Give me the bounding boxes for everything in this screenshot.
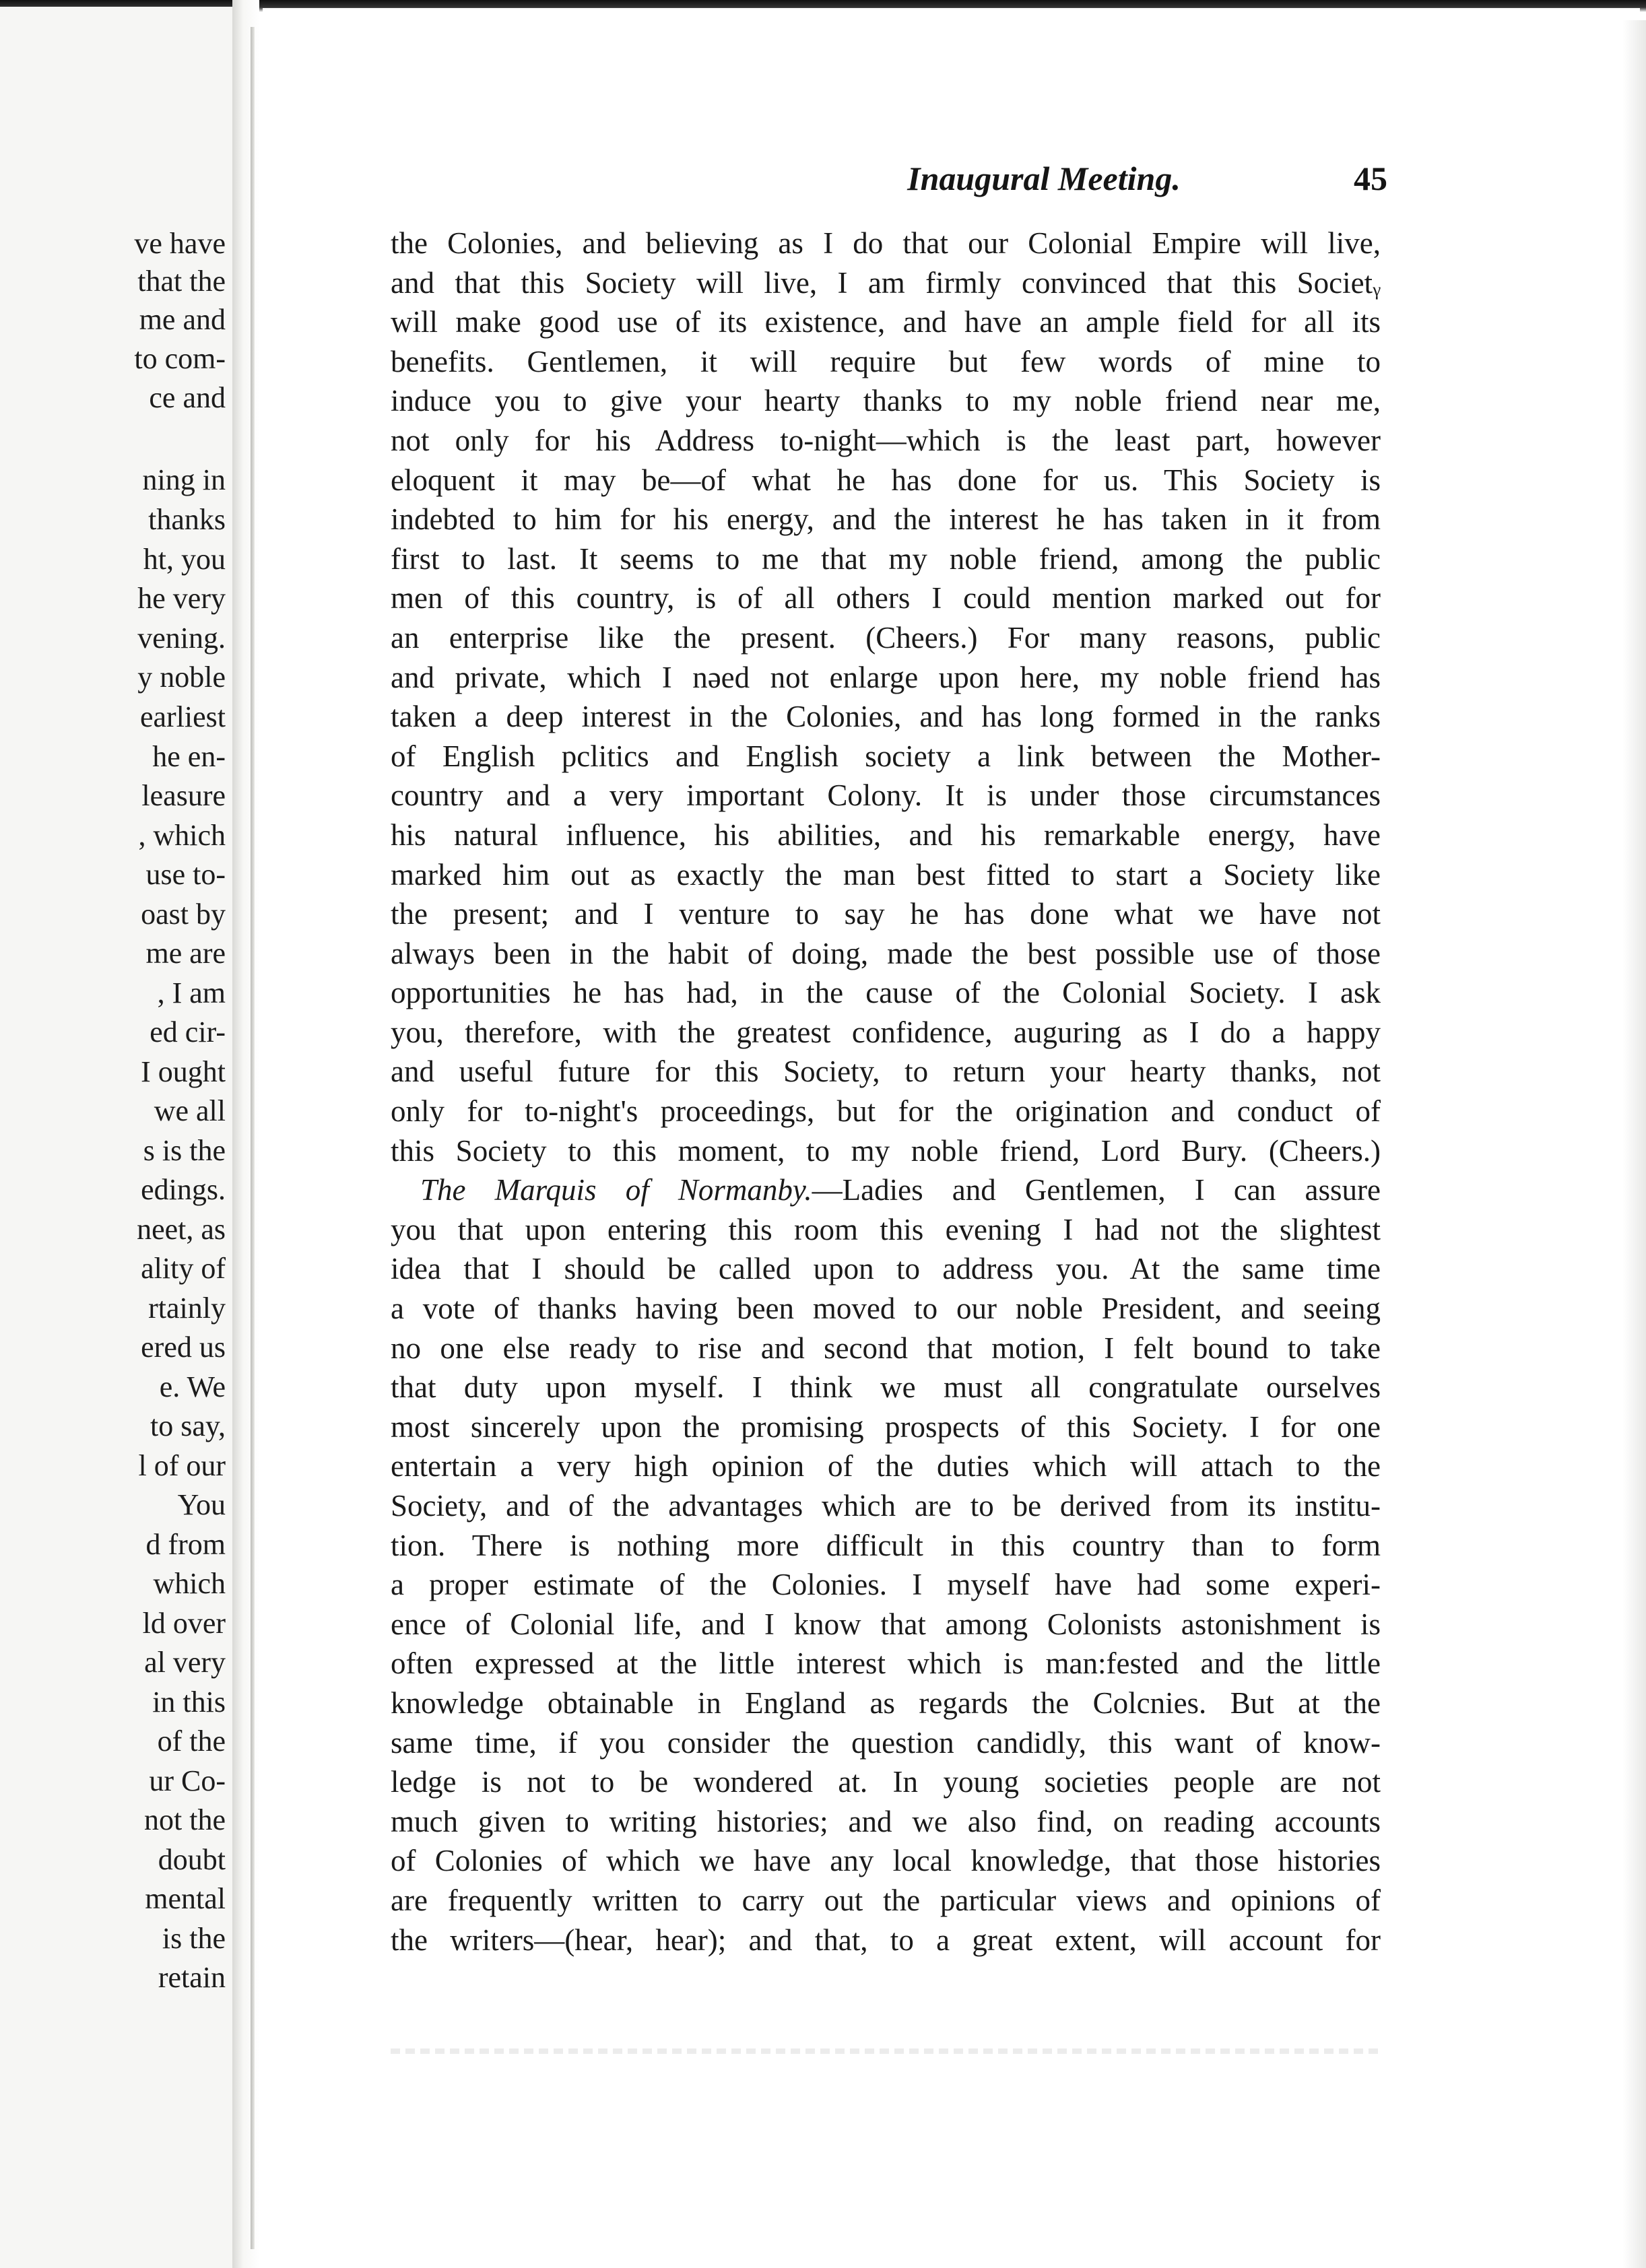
text-line: ence of Colonial life, and I know that among Colonists astonishment is bbox=[391, 1607, 1381, 1641]
text-line: an enterprise like the present. (Cheers.) For many reasons, public bbox=[391, 620, 1381, 655]
text-line: knowledge obtainable in England as regards the Colcnies. But at the bbox=[391, 1686, 1381, 1720]
left-page-line: he very bbox=[137, 582, 226, 615]
text-line: taken a deep interest in the Colonies, and has long formed in the ranks bbox=[391, 700, 1381, 734]
text-line: a vote of thanks having been moved to our noble President, and seeing bbox=[391, 1292, 1381, 1326]
left-page-line: neet, as bbox=[137, 1213, 226, 1246]
left-page-line: ve have bbox=[134, 227, 226, 260]
text-line: country and a very important Colony. It is under those circumstances bbox=[391, 778, 1381, 813]
right-page bbox=[263, 8, 1640, 2268]
text-line: this Society to this moment, to my noble friend, Lord Bury. (Cheers.) bbox=[391, 1133, 1381, 1168]
text-line: the Colonies, and believing as I do that our Colonial Empire will live, bbox=[391, 226, 1381, 260]
left-page-line: use to- bbox=[145, 858, 226, 891]
left-page-line: he en- bbox=[152, 740, 226, 773]
text-line: benefits. Gentlemen, it will require but few words of mine to bbox=[391, 344, 1381, 378]
left-page-line: s is the bbox=[143, 1134, 226, 1167]
left-page-line: is the bbox=[162, 1922, 226, 1955]
text-line: will make good use of its existence, and have an ample field for all its bbox=[391, 305, 1381, 339]
text-line: not only for his Address to-night—which is the least part, however bbox=[391, 423, 1381, 457]
text-line: induce you to give your hearty thanks to my noble friend near me, bbox=[391, 384, 1381, 418]
left-page-line: leasure bbox=[141, 779, 226, 812]
left-page-line: l of our bbox=[138, 1449, 226, 1482]
left-page-line: ce and bbox=[149, 381, 226, 414]
left-page-line: , which bbox=[138, 819, 226, 852]
text-line: often expressed at the little interest which is man:fested and the little bbox=[391, 1646, 1381, 1681]
left-page-line: ered us bbox=[141, 1331, 226, 1364]
left-page-line: , I am bbox=[157, 976, 226, 1009]
text-line: men of this country, is of all others I could mention marked out for bbox=[391, 581, 1381, 615]
left-page-fragment bbox=[0, 7, 234, 2268]
left-page-line: we all bbox=[154, 1094, 226, 1127]
text-line: most sincerely upon the promising prospects of this Society. I for one bbox=[391, 1409, 1381, 1444]
text-line: idea that I should be called upon to address you. At the same time bbox=[391, 1252, 1381, 1286]
text-line: only for to-night's proceedings, but for the origination and conduct of bbox=[391, 1094, 1381, 1129]
text-line: you, therefore, with the greatest confidence, auguring as I do a happy bbox=[391, 1015, 1381, 1049]
left-page-line: of the bbox=[157, 1725, 226, 1758]
gutter-fold bbox=[251, 27, 255, 2249]
text-line: same time, if you consider the question candidly, this want of know- bbox=[391, 1725, 1381, 1760]
left-page-line: ht, you bbox=[143, 543, 226, 576]
left-page-line: You bbox=[177, 1488, 226, 1521]
left-page-line: y noble bbox=[137, 661, 226, 694]
left-page-line: al very bbox=[144, 1646, 226, 1679]
text-line: much given to writing histories; and we also find, on reading accounts bbox=[391, 1804, 1381, 1838]
text-line: always been in the habit of doing, made the best possible use of those bbox=[391, 936, 1381, 970]
left-page-line: I ought bbox=[141, 1055, 226, 1088]
running-head: Inaugural Meeting. bbox=[907, 160, 1181, 197]
left-page-line: which bbox=[153, 1567, 226, 1600]
left-page-line: d from bbox=[145, 1528, 226, 1561]
left-page-line: edings. bbox=[141, 1173, 226, 1206]
text-line: Society, and of the advantages which are to be derived from its institu- bbox=[391, 1489, 1381, 1523]
page-number: 45 bbox=[1354, 160, 1387, 197]
text-line: and useful future for this Society, to return your hearty thanks, not bbox=[391, 1055, 1381, 1089]
left-page-line: not the bbox=[144, 1803, 226, 1836]
left-page-line: ed cir- bbox=[150, 1015, 226, 1048]
speech-opening-line bbox=[391, 1170, 1381, 1210]
left-page-line: to com- bbox=[134, 342, 226, 375]
text-line: the present; and I venture to say he has done what we have not bbox=[391, 897, 1381, 931]
left-page-line: thanks bbox=[148, 503, 226, 536]
left-page-line: e. We bbox=[159, 1370, 226, 1403]
speaker-name: The Marquis of Normanby. bbox=[420, 1173, 812, 1207]
cut-off-next-line bbox=[391, 2048, 1381, 2054]
text-line: entertain a very high opinion of the duties which will attach to the bbox=[391, 1449, 1381, 1483]
text-line: and private, which I nəed not enlarge upon here, my noble friend has bbox=[391, 660, 1381, 694]
text-line: a proper estimate of the Colonies. I myself have had some experi- bbox=[391, 1568, 1381, 1602]
text-line: and that this Society will live, I am firmly convinced that this Societᵧ bbox=[391, 265, 1381, 300]
left-page-line: me are bbox=[145, 937, 226, 970]
text-line: of Colonies of which we have any local knowledge, that those histories bbox=[391, 1844, 1381, 1878]
left-page-line: that the bbox=[137, 265, 226, 298]
text-line: are frequently written to carry out the particular views and opinions of bbox=[391, 1883, 1381, 1917]
text-line: first to last. It seems to me that my noble friend, among the public bbox=[391, 541, 1381, 576]
left-page-line: retain bbox=[158, 1961, 226, 1994]
left-page-line: ality of bbox=[141, 1252, 226, 1285]
text-line: eloquent it may be—of what he has done for us. This Society is bbox=[391, 463, 1381, 497]
text-line: the writers—(hear, hear); and that, to a great extent, will account for bbox=[391, 1923, 1381, 1957]
left-page-line: oast by bbox=[141, 898, 226, 931]
text-line: marked him out as exactly the man best fitted to start a Society like bbox=[391, 857, 1381, 892]
left-page-line: vening. bbox=[137, 622, 226, 655]
text-line: opportunities he has had, in the cause of the Colonial Society. I ask bbox=[391, 976, 1381, 1010]
left-page-line: ur Co- bbox=[149, 1764, 226, 1797]
text-line: his natural influence, his abilities, and his remarkable energy, have bbox=[391, 818, 1381, 852]
text-line: that duty upon myself. I think we must all congratulate ourselves bbox=[391, 1370, 1381, 1405]
left-page-line: me and bbox=[139, 303, 226, 336]
text-line: tion. There is nothing more difficult in this country than to form bbox=[391, 1528, 1381, 1562]
left-page-line: doubt bbox=[158, 1843, 226, 1876]
text-line: indebted to him for his energy, and the interest he has taken in it from bbox=[391, 502, 1381, 537]
left-page-line: in this bbox=[152, 1686, 226, 1719]
gutter-shadow bbox=[232, 0, 259, 2268]
text-line: of English pclitics and English society a link between the Mother- bbox=[391, 739, 1381, 773]
left-page-line: earliest bbox=[139, 700, 226, 733]
text-line: no one else ready to rise and second that motion, I felt bound to take bbox=[391, 1331, 1381, 1365]
left-page-line: ld over bbox=[142, 1607, 226, 1640]
text-line: ledge is not to be wondered at. In young societies people are not bbox=[391, 1765, 1381, 1799]
left-page-line: rtainly bbox=[148, 1292, 226, 1325]
page-body bbox=[391, 224, 1381, 1960]
page-right-edge bbox=[1623, 20, 1646, 2268]
speech-opening-text: —Ladies and Gentlemen, I can assure bbox=[812, 1173, 1381, 1207]
left-page-line: to say, bbox=[150, 1409, 226, 1442]
text-line: you that upon entering this room this evening I had not the slightest bbox=[391, 1212, 1381, 1246]
left-page-line: ning in bbox=[142, 463, 226, 496]
left-page-line: mental bbox=[145, 1882, 226, 1915]
